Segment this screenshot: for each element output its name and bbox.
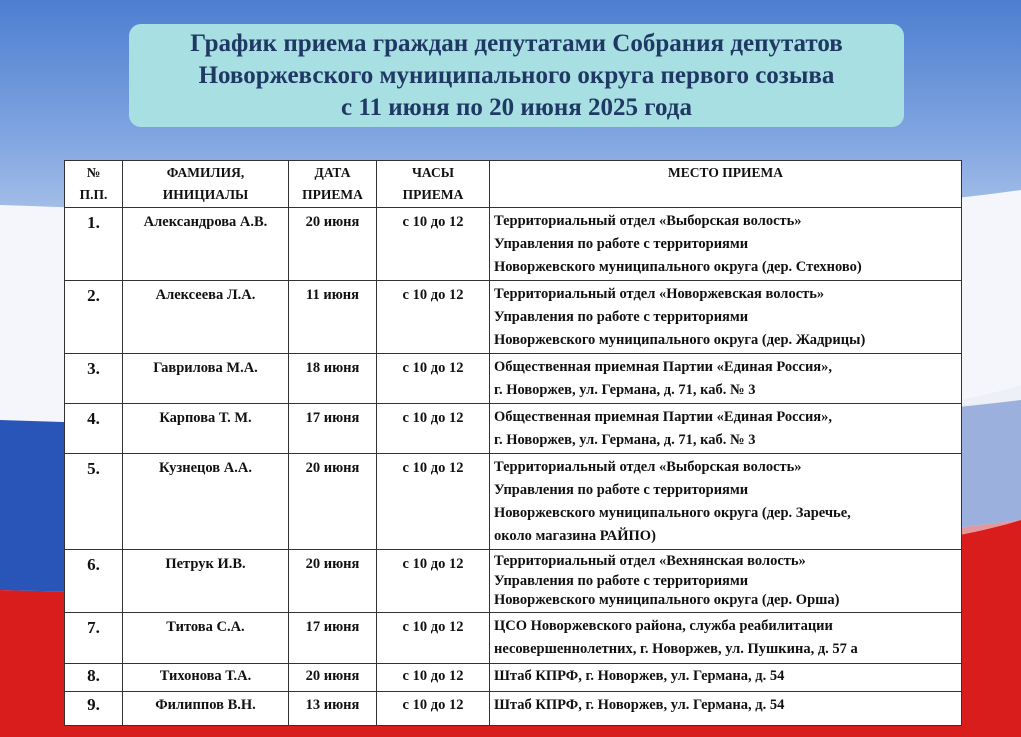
row-place: ЦСО Новоржевского района, служба реабилитации несовершеннолетних, г. Новоржев, ул. Пушкина, д. 57 а [490,612,962,663]
header-name: ФАМИЛИЯ, ИНИЦИАЛЫ [123,161,289,208]
header-hours: ЧАСЫ ПРИЕМА [377,161,490,208]
row-num: 3. [65,354,123,404]
row-hours: с 10 до 12 [377,208,490,281]
row-hours: с 10 до 12 [377,691,490,725]
row-name: Филиппов В.Н. [123,691,289,725]
row-hours: с 10 до 12 [377,354,490,404]
schedule-table [64,160,962,726]
row-num: 5. [65,454,123,550]
row-name: Александрова А.В. [123,208,289,281]
row-date: 17 июня [289,612,377,663]
row-hours: с 10 до 12 [377,404,490,454]
table-row [65,663,962,691]
row-num: 7. [65,612,123,663]
table-row [65,404,962,454]
row-date: 13 июня [289,691,377,725]
row-date: 20 июня [289,454,377,550]
row-place: Штаб КПРФ, г. Новоржев, ул. Германа, д. 54 [490,691,962,725]
row-hours: с 10 до 12 [377,281,490,354]
row-num: 8. [65,663,123,691]
row-place: Территориальный отдел «Новоржевская волость» Управления по работе с территориями Новоржевского муниципального округа (дер. Жадрицы) [490,281,962,354]
row-place: Общественная приемная Партии «Единая Россия», г. Новоржев, ул. Германа, д. 71, каб. № 3 [490,404,962,454]
title-banner [129,24,904,127]
row-hours: с 10 до 12 [377,454,490,550]
row-place: Территориальный отдел «Выборская волость» Управления по работе с территориями Новоржевского муниципального округа (дер. Заречье, около магазина РАЙПО) [490,454,962,550]
table-header-row [65,161,962,208]
row-name: Титова С.А. [123,612,289,663]
title-line-3: с 11 июня по 20 июня 2025 года [341,94,692,121]
row-date: 20 июня [289,550,377,613]
table-row [65,454,962,550]
row-place: Территориальный отдел «Выборская волость» Управления по работе с территориями Новоржевского муниципального округа (дер. Стехново) [490,208,962,281]
row-date: 17 июня [289,404,377,454]
row-num: 6. [65,550,123,613]
row-name: Гаврилова М.А. [123,354,289,404]
header-num: № П.П. [65,161,123,208]
table-row [65,612,962,663]
header-date: ДАТА ПРИЕМА [289,161,377,208]
row-hours: с 10 до 12 [377,663,490,691]
row-hours: с 10 до 12 [377,550,490,613]
table-row [65,208,962,281]
row-date: 20 июня [289,208,377,281]
table-row [65,354,962,404]
table-row [65,691,962,725]
header-place: МЕСТО ПРИЕМА [490,161,962,208]
row-date: 11 июня [289,281,377,354]
row-name: Алексеева Л.А. [123,281,289,354]
title-line-2: Новоржевского муниципального округа первого созыва [198,62,835,89]
title-line-1: График приема граждан депутатами Собрания депутатов [190,30,843,57]
row-hours: с 10 до 12 [377,612,490,663]
row-num: 9. [65,691,123,725]
row-name: Петрук И.В. [123,550,289,613]
row-name: Карпова Т. М. [123,404,289,454]
row-date: 18 июня [289,354,377,404]
row-name: Кузнецов А.А. [123,454,289,550]
row-place: Территориальный отдел «Вехнянская волость» Управления по работе с территориями Новоржевского муниципального округа (дер. Орша) [490,550,962,613]
row-place: Общественная приемная Партии «Единая Россия», г. Новоржев, ул. Германа, д. 71, каб. № 3 [490,354,962,404]
row-place: Штаб КПРФ, г. Новоржев, ул. Германа, д. 54 [490,663,962,691]
row-num: 1. [65,208,123,281]
row-date: 20 июня [289,663,377,691]
row-num: 2. [65,281,123,354]
row-name: Тихонова Т.А. [123,663,289,691]
table-row [65,281,962,354]
table-row [65,550,962,613]
row-num: 4. [65,404,123,454]
